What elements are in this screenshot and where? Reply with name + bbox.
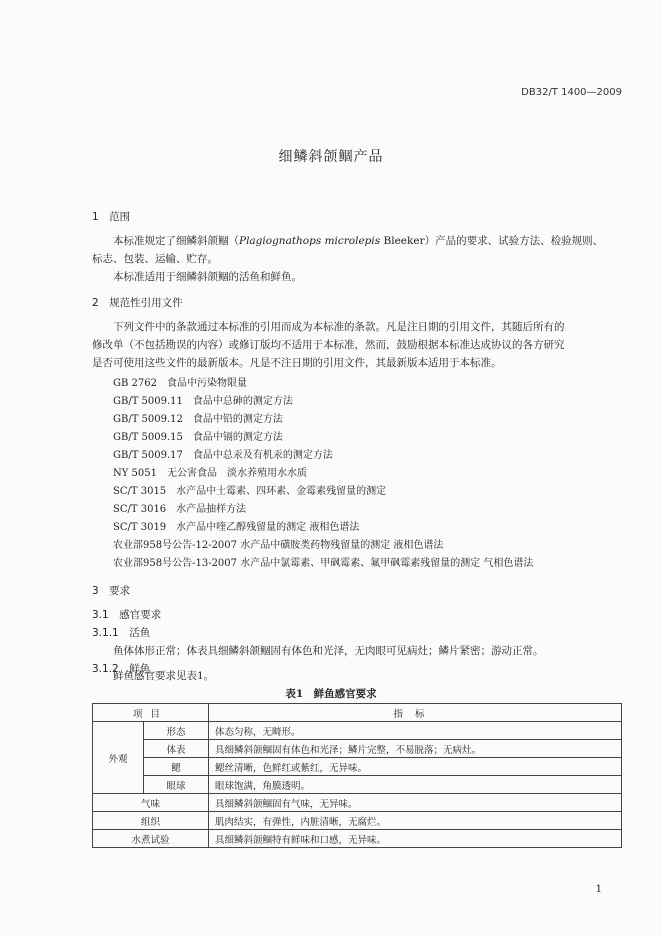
sensory-requirements-table	[92, 703, 622, 848]
item-cell: 眼球	[144, 776, 209, 794]
value-cell: 具细鳞斜颌鲴固有气味，无异味。	[209, 794, 622, 812]
value-cell: 鳃丝清晰，色鲜红或紫红，无异味。	[209, 758, 622, 776]
item-cell: 水煮试验	[93, 830, 209, 848]
reference-item: NY 5051 无公害食品 淡水养殖用水水质	[113, 468, 307, 479]
table-header-row	[93, 704, 622, 722]
section-3-1-1-heading: 3.1.1 活鱼	[92, 627, 151, 639]
reference-item: GB 2762 食品中污染物限量	[113, 378, 247, 389]
scope-paragraph-1: 本标准规定了细鳞斜颌鲴（Plagiognathops microlepis Bleeker）产品的要求、试验方法、检验规则、	[113, 235, 604, 247]
page-number: 1	[595, 884, 602, 895]
refs-intro-line: 修改单（不包括勘误的内容）或修订版均不适用于本标准，然而，鼓励根据本标准达成协议的各方研究	[92, 339, 565, 351]
value-cell: 眼球饱满，角膜透明。	[209, 776, 622, 794]
reference-item: 农业部958号公告-13-2007 水产品中氯霉素、甲砜霉素、氟甲砜霉素残留量的测定 气相色谱法	[113, 558, 534, 569]
value-cell: 具细鳞斜颌鲴特有鲜味和口感，无异味。	[209, 830, 622, 848]
column-header-item: 项目	[93, 704, 209, 722]
item-cell: 鳃	[144, 758, 209, 776]
document-title: 细鳞斜颌鲴产品	[278, 149, 384, 165]
standard-code: DB32/T 1400—2009	[521, 87, 622, 98]
table-row	[93, 722, 622, 740]
refs-intro-line: 下列文件中的条款通过本标准的引用而成为本标准的条款。凡是注日期的引用文件，其随后所有的	[113, 321, 565, 333]
item-cell: 形态	[144, 722, 209, 740]
reference-item: GB/T 5009.15 食品中镉的测定方法	[113, 432, 283, 443]
value-cell: 体态匀称，无畸形。	[209, 722, 622, 740]
table-row	[93, 794, 622, 812]
section-3-1-2-heading: 3.1.2 鲜鱼	[92, 663, 151, 675]
reference-item: SC/T 3019 水产品中喹乙醇残留量的测定 液相色谱法	[113, 522, 360, 533]
table-row	[93, 740, 622, 758]
column-header-indicator: 指标	[209, 704, 622, 722]
table-row	[93, 758, 622, 776]
reference-item: 农业部958号公告-12-2007 水产品中磺胺类药物残留量的测定 液相色谱法	[113, 540, 444, 551]
reference-item: GB/T 5009.12 食品中铅的测定方法	[113, 414, 283, 425]
reference-item: SC/T 3016 水产品抽样方法	[113, 504, 247, 515]
reference-item: GB/T 5009.17 食品中总汞及有机汞的测定方法	[113, 450, 333, 461]
scope-paragraph-2: 本标准适用于细鳞斜颌鲴的活鱼和鲜鱼。	[113, 271, 302, 283]
item-cell: 组织	[93, 812, 209, 830]
reference-item: GB/T 5009.11 食品中总砷的测定方法	[113, 396, 293, 407]
reference-item: SC/T 3015 水产品中土霉素、四环素、金霉素残留量的测定	[113, 486, 387, 497]
item-cell: 气味	[93, 794, 209, 812]
section-1-heading: 1 范围	[92, 211, 131, 223]
live-fish-text: 鱼体体形正常；体表具细鳞斜颌鲴固有体色和光泽，无肉眼可见病灶；鳞片紧密；游动正常。	[113, 645, 544, 657]
section-2-heading: 2 规范性引用文件	[92, 297, 183, 309]
item-cell: 体表	[144, 740, 209, 758]
table-row	[93, 776, 622, 794]
table-caption: 表1 鲜鱼感官要求	[285, 688, 377, 700]
fresh-fish-text: 鲜鱼感官要求见表1。	[113, 670, 215, 682]
table-row	[93, 812, 622, 830]
refs-intro-line: 是否可使用这些文件的最新版本。凡是不注日期的引用文件，其最新版本适用于本标准。	[92, 357, 502, 369]
table-row	[93, 830, 622, 848]
value-cell: 具细鳞斜颌鲴固有体色和光泽；鳞片完整，不易脱落；无病灶。	[209, 740, 622, 758]
group-cell-appearance: 外观	[93, 722, 144, 794]
value-cell: 肌肉结实，有弹性，内脏清晰，无腐烂。	[209, 812, 622, 830]
section-3-1-heading: 3.1 感官要求	[92, 609, 162, 621]
section-3-heading: 3 要求	[92, 585, 131, 597]
scope-paragraph-1-cont: 标志、包装、运输、贮存。	[92, 253, 218, 265]
